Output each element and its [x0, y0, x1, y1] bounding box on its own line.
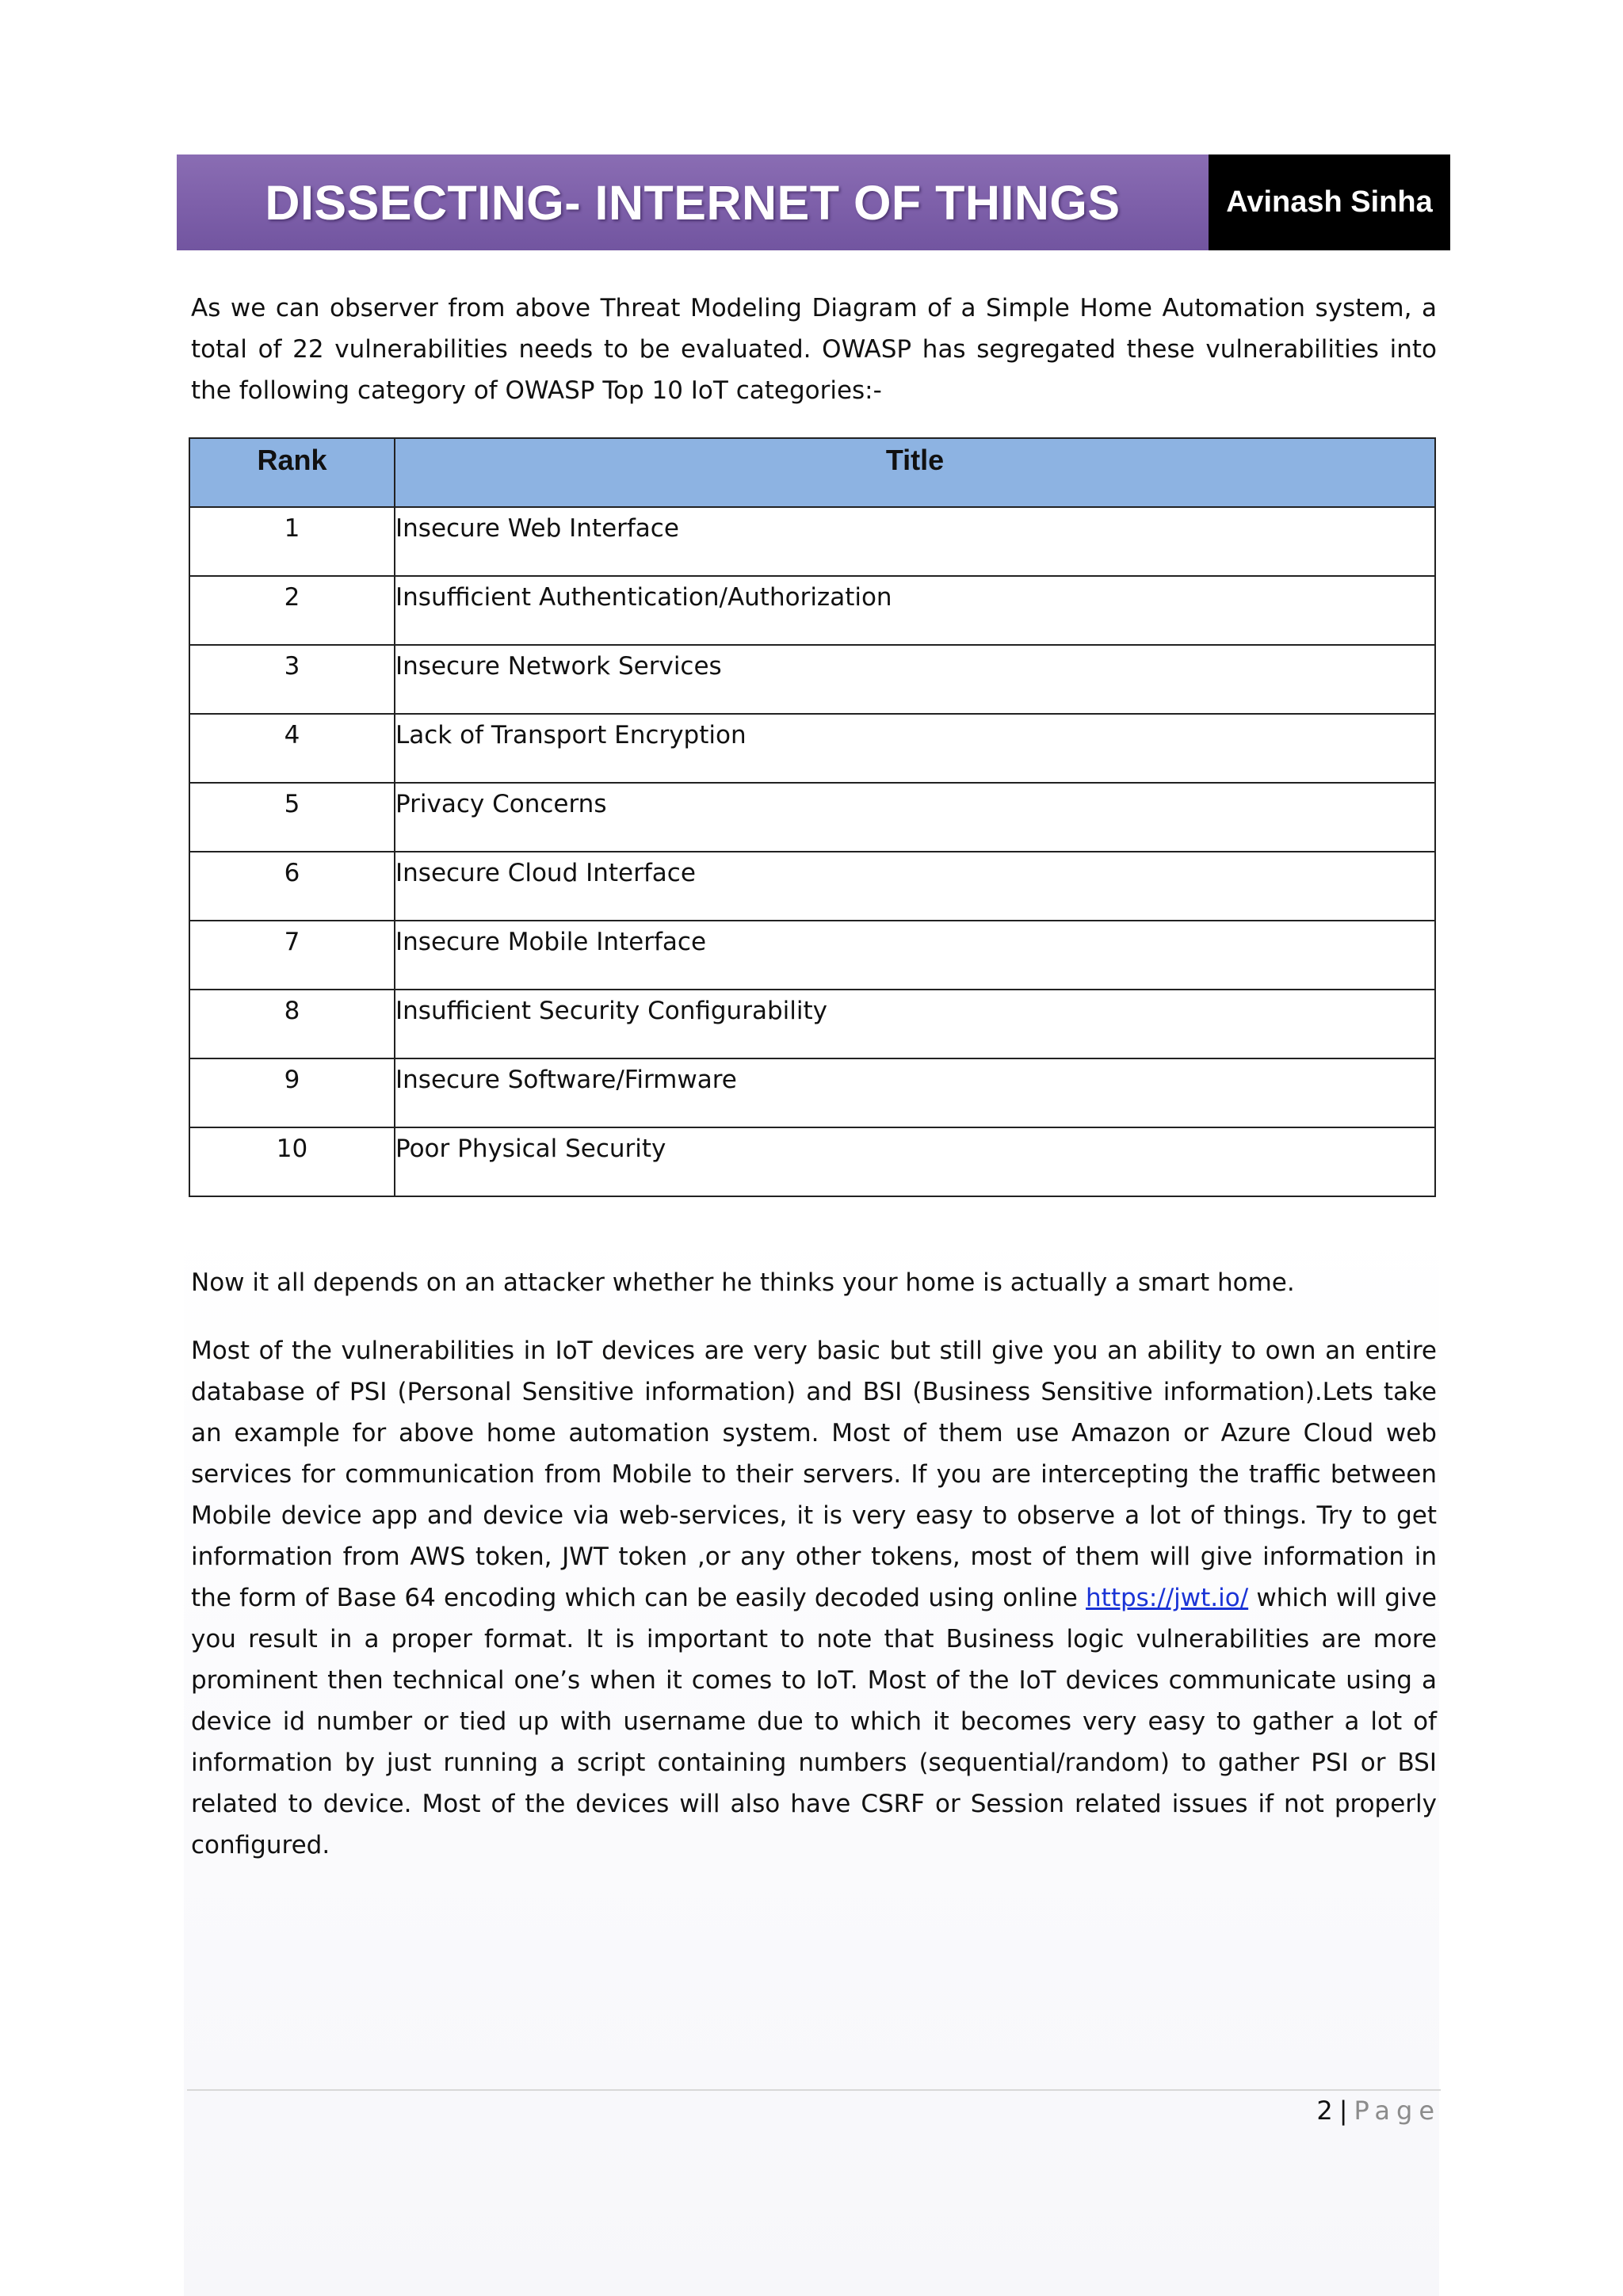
rank-cell: 1 — [189, 507, 395, 576]
rank-cell: 2 — [189, 576, 395, 645]
table-row — [189, 852, 1435, 921]
table-row — [189, 1127, 1435, 1196]
page-label: Page — [1354, 2096, 1441, 2126]
footer-divider — [187, 2089, 1441, 2091]
title-cell: Insecure Network Services — [395, 645, 1435, 714]
statement-paragraph: Now it all depends on an attacker whether he thinks your home is actually a smart home. — [191, 1268, 1295, 1297]
table-row — [189, 507, 1435, 576]
intro-paragraph: As we can observer from above Threat Modeling Diagram of a Simple Home Automation system, a total of 22 vulnerabilities needs to be evaluated. OWASP has segregated these vulnerabilities into the following category of OWASP Top 10 IoT categories:- — [191, 294, 1437, 405]
footer-separator: | — [1338, 2096, 1348, 2126]
document-title: DISSECTING- INTERNET OF THINGS — [265, 175, 1121, 230]
table-row — [189, 576, 1435, 645]
rank-cell: 3 — [189, 645, 395, 714]
title-cell: Insufficient Authentication/Authorization — [395, 576, 1435, 645]
rank-cell: 9 — [189, 1058, 395, 1127]
author-box — [1209, 154, 1450, 250]
page-footer — [1316, 2096, 1441, 2126]
title-cell: Lack of Transport Encryption — [395, 714, 1435, 783]
title-column-header: Title — [395, 438, 1435, 507]
author-name: Avinash Sinha — [1226, 185, 1433, 219]
table-row — [189, 714, 1435, 783]
table-row — [189, 645, 1435, 714]
rank-cell: 8 — [189, 990, 395, 1058]
body-paragraph — [191, 1330, 1437, 1866]
owasp-top10-table — [189, 437, 1436, 1197]
table-row — [189, 990, 1435, 1058]
title-cell: Insufficient Security Configurability — [395, 990, 1435, 1058]
title-cell: Insecure Web Interface — [395, 507, 1435, 576]
rank-cell: 5 — [189, 783, 395, 852]
body-text-before-link: Most of the vulnerabilities in IoT devices are very basic but still give you an ability to own an entire database of PSI (Personal Sensitive information) and BSI (Business Sensitive information).Lets take an example for above home automation system. Most of them use Amazon or Azure Cloud web services for communication from Mobile to their servers. If you are intercepting the traffic between Mobile device app and device via web-services, it is very easy to observe a lot of things. Try to get information from AWS token, JWT token ,or any other tokens, most of them will give information in the form of Base 64 encoding which can be easily decoded using online — [191, 1337, 1437, 1612]
title-cell: Insecure Cloud Interface — [395, 852, 1435, 921]
page-header — [177, 154, 1450, 250]
rank-cell: 4 — [189, 714, 395, 783]
rank-cell: 7 — [189, 921, 395, 990]
rank-column-header: Rank — [189, 438, 395, 507]
page-number: 2 — [1316, 2096, 1333, 2126]
jwt-link[interactable]: https://jwt.io/ — [1086, 1584, 1249, 1612]
body-text-after-link: which will give you result in a proper format. It is important to note that Business logic vulnerabilities are more prominent then technical one’s when it comes to IoT. Most of the IoT devices communicate using a device id number or tied up with username due to which it becomes very easy to gather a lot of information by just running a script containing numbers (sequential/random) to gather PSI or BSI related to device. Most of the devices will also have CSRF or Session related issues if not properly configured. — [191, 1584, 1437, 1859]
table-row — [189, 921, 1435, 990]
table-header-row — [189, 438, 1435, 507]
title-cell: Insecure Mobile Interface — [395, 921, 1435, 990]
title-cell: Poor Physical Security — [395, 1127, 1435, 1196]
rank-cell: 10 — [189, 1127, 395, 1196]
table-row — [189, 783, 1435, 852]
rank-cell: 6 — [189, 852, 395, 921]
table-row — [189, 1058, 1435, 1127]
title-cell: Insecure Software/Firmware — [395, 1058, 1435, 1127]
title-cell: Privacy Concerns — [395, 783, 1435, 852]
header-banner — [177, 154, 1209, 250]
